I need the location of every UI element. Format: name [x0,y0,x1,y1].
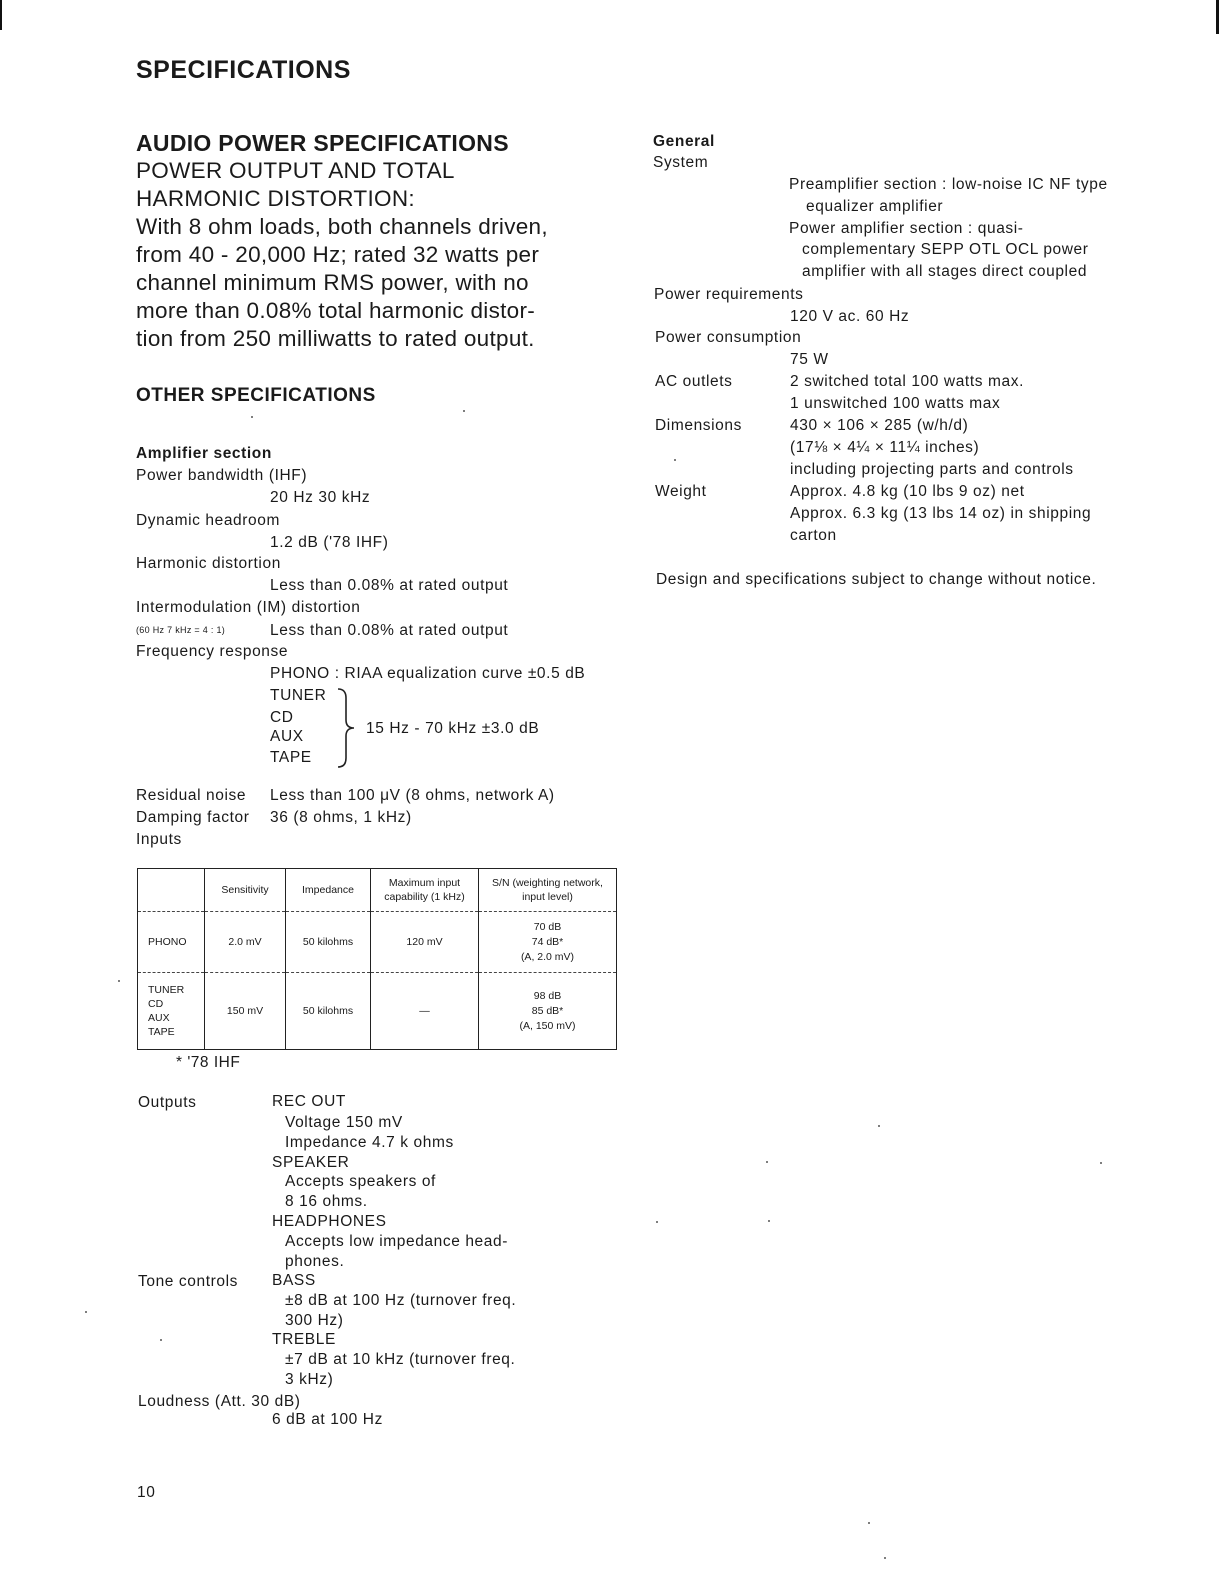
scan-edge-right [1216,0,1219,34]
scan-speck [868,1522,870,1524]
scan-speck [1100,1162,1102,1164]
audio-power-line: more than 0.08% total harmonic distor- [136,298,536,323]
table-header-row [138,869,617,912]
freq-group-value: 15 Hz - 70 kHz ±3.0 dB [366,720,540,737]
table-row [138,973,617,1050]
bass-line: ±8 dB at 100 Hz (turnover freq. [285,1292,517,1309]
amplifier-section-heading: Amplifier section [136,445,272,462]
frequency-response-label: Frequency response [136,643,289,660]
speaker-label: SPEAKER [272,1154,350,1171]
scan-speck [251,416,253,418]
scan-speck [160,1339,162,1341]
table-header-cell: Sensitivity [205,869,286,912]
power-bandwidth-label: Power bandwidth (IHF) [136,467,308,484]
weight-line: carton [790,527,837,544]
scan-speck [85,1311,87,1313]
table-footnote: * '78 IHF [176,1054,241,1071]
audio-power-line: from 40 - 20,000 Hz; rated 32 watts per [136,242,540,267]
audio-power-line: channel minimum RMS power, with no [136,270,529,295]
page-title: SPECIFICATIONS [136,56,351,84]
system-line: complementary SEPP OTL OCL power [802,241,1089,258]
other-specs-heading: OTHER SPECIFICATIONS [136,385,376,406]
treble-line: 3 kHz) [285,1371,334,1388]
power-bandwidth-value: 20 Hz 30 kHz [270,489,371,506]
freq-group-tuner: TUNER [270,687,327,704]
outputs-label: Outputs [138,1094,197,1111]
sn-line: 70 dB [533,920,562,933]
table-cell-input-name [138,973,205,1050]
system-line: equalizer amplifier [806,198,944,215]
scan-speck [878,1125,880,1127]
table-header-cell [138,869,205,912]
table-cell-sensitivity: 2.0 mV [205,912,286,973]
sn-line: 74 dB* [531,935,564,948]
dimensions-line: 430 × 106 × 285 (w/h/d) [790,417,969,434]
audio-power-body [136,157,626,353]
general-heading: General [653,133,715,150]
power-requirements-value: 120 V ac. 60 Hz [790,308,910,325]
residual-noise-value: Less than 100 μV (8 ohms, network A) [270,787,555,804]
table-cell-impedance: 50 kilohms [286,912,371,973]
scan-speck [674,459,676,461]
dynamic-headroom-value: 1.2 dB ('78 IHF) [270,534,389,551]
input-name-line: CD [148,998,164,1010]
im-distortion-value: Less than 0.08% at rated output [270,622,509,639]
table-cell-sn [479,973,617,1050]
system-label: System [653,154,709,171]
im-distortion-note: (60 Hz 7 kHz = 4 : 1) [136,625,226,635]
freq-group-cd: CD [270,709,294,726]
design-notice: Design and specifications subject to change without notice. [656,571,1097,588]
headphones-label: HEADPHONES [272,1213,387,1230]
table-cell-sensitivity: 150 mV [205,973,286,1050]
audio-power-line: With 8 ohm loads, both channels driven, [136,214,548,239]
system-line: amplifier with all stages direct coupled [802,263,1088,280]
sn-line: 85 dB* [531,1004,564,1017]
audio-power-heading: AUDIO POWER SPECIFICATIONS [136,130,509,156]
rec-out-label: REC OUT [272,1093,346,1110]
speaker-line: Accepts speakers of [285,1173,436,1190]
weight-label: Weight [655,483,707,500]
freq-group-aux: AUX [270,728,304,745]
table-cell-input-name: PHONO [138,912,205,973]
treble-line: ±7 dB at 10 kHz (turnover freq. [285,1351,516,1368]
power-consumption-label: Power consumption [655,329,802,346]
sn-line: 98 dB [533,989,562,1002]
weight-line: Approx. 4.8 kg (10 lbs 9 oz) net [790,483,1025,500]
loudness-label: Loudness (Att. 30 dB) [138,1393,301,1410]
table-cell-max-input: — [371,973,479,1050]
im-distortion-label: Intermodulation (IM) distortion [136,599,361,616]
sn-line: (A, 150 mV) [519,1019,576,1032]
treble-label: TREBLE [272,1331,336,1348]
rec-out-impedance: Impedance 4.7 k ohms [285,1134,454,1151]
scan-speck [884,1557,886,1559]
harmonic-distortion-value: Less than 0.08% at rated output [270,577,509,594]
frequency-response-phono: PHONO : RIAA equalization curve ±0.5 dB [270,665,586,682]
dynamic-headroom-label: Dynamic headroom [136,512,280,529]
inputs-label: Inputs [136,831,182,848]
tone-controls-label: Tone controls [138,1273,238,1290]
dimensions-line: (17⅛ × 4¼ × 11¼ inches) [790,439,980,456]
power-requirements-label: Power requirements [654,286,804,303]
speaker-line: 8 16 ohms. [285,1193,368,1210]
scan-speck [768,1220,770,1222]
inputs-table [137,868,617,1050]
table-cell-max-input: 120 mV [371,912,479,973]
scan-edge-left [0,0,2,30]
system-line: Power amplifier section : quasi- [789,220,1024,237]
table-cell-impedance: 50 kilohms [286,973,371,1050]
input-name-line: AUX [148,1012,170,1024]
damping-factor-value: 36 (8 ohms, 1 kHz) [270,809,412,826]
input-name-line: TAPE [148,1026,175,1038]
headphones-line: phones. [285,1253,345,1270]
dimensions-label: Dimensions [655,417,742,434]
bass-label: BASS [272,1272,316,1289]
audio-power-line: POWER OUTPUT AND TOTAL [136,158,455,183]
table-header-cell: Maximum input capability (1 kHz) [371,869,479,912]
freq-group-tape: TAPE [270,749,312,766]
scan-speck [118,980,120,982]
bass-line: 300 Hz) [285,1312,344,1329]
damping-factor-label: Damping factor [136,809,250,826]
scan-speck [766,1161,768,1163]
curly-brace-icon [334,688,358,768]
headphones-line: Accepts low impedance head- [285,1233,508,1250]
table-header-cell: Impedance [286,869,371,912]
scan-speck [656,1221,658,1223]
table-row [138,912,617,973]
residual-noise-label: Residual noise [136,787,247,804]
harmonic-distortion-label: Harmonic distortion [136,555,281,572]
scan-speck [463,410,465,412]
audio-power-line: HARMONIC DISTORTION: [136,186,415,211]
input-name-line: TUNER [148,984,185,996]
page-number: 10 [137,1484,156,1501]
ac-outlets-line: 1 unswitched 100 watts max [790,395,1001,412]
rec-out-voltage: Voltage 150 mV [285,1114,403,1131]
audio-power-line: tion from 250 milliwatts to rated output. [136,326,535,351]
loudness-value: 6 dB at 100 Hz [272,1411,383,1428]
dimensions-line: including projecting parts and controls [790,461,1074,478]
ac-outlets-line: 2 switched total 100 watts max. [790,373,1024,390]
table-cell-sn [479,912,617,973]
weight-line: Approx. 6.3 kg (13 lbs 14 oz) in shipping [790,505,1092,522]
table-header-cell: S/N (weighting network, input level) [479,869,617,912]
system-line: Preamplifier section : low-noise IC NF type [789,176,1108,193]
power-consumption-value: 75 W [790,351,829,368]
sn-line: (A, 2.0 mV) [520,950,575,963]
ac-outlets-label: AC outlets [655,373,733,390]
